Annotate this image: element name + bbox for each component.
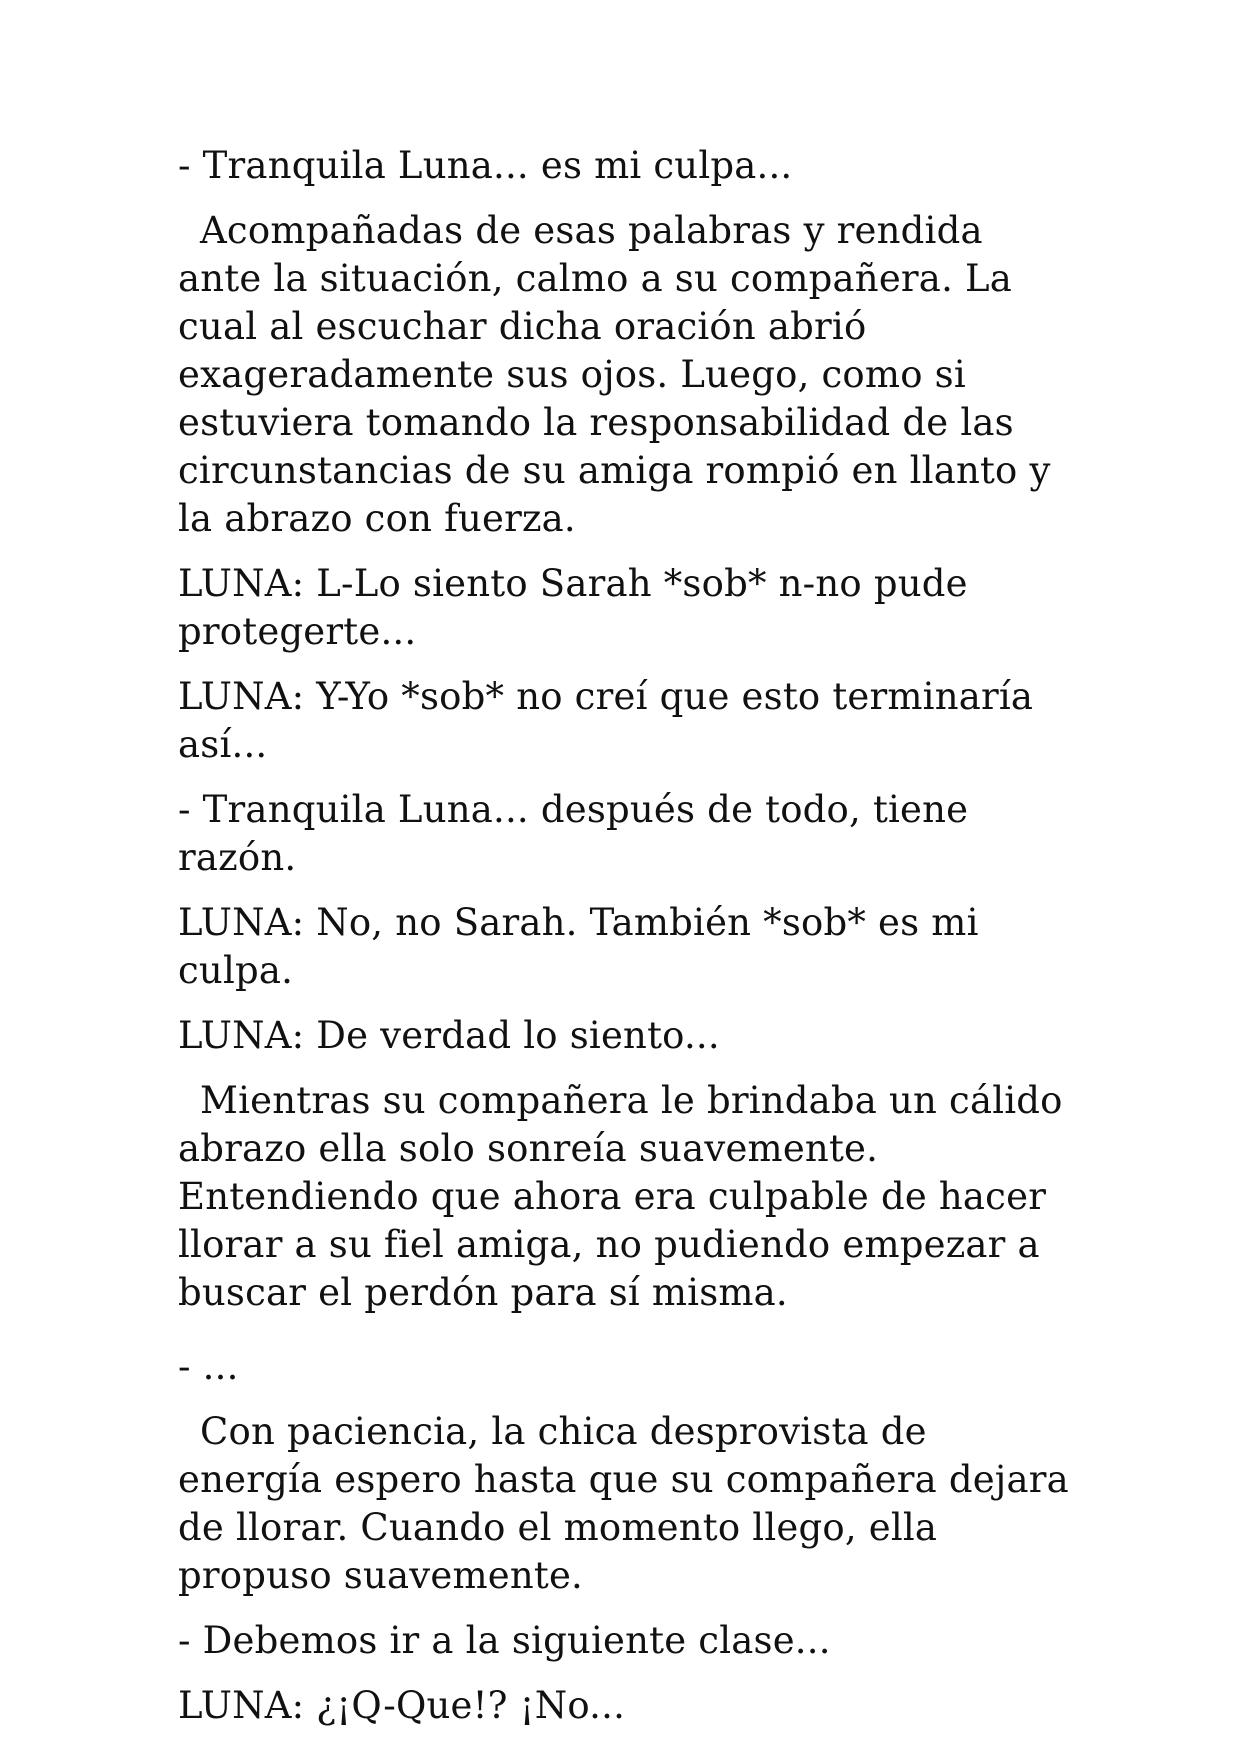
dialogue-line: LUNA: Y-Yo *sob* no creí que esto terminaría así... [178,675,1034,766]
narration-paragraph: Acompañadas de esas palabras y rendida ante la situación, calmo a su compañera. La cual al escuchar dicha oración abrió exageradamente sus ojos. Luego, como si estuviera tomando la responsabilidad de las circunstancias de su amiga rompió en llanto y la abrazo con fuerza. [178,209,1051,540]
dialogue-line: - Debemos ir a la siguiente clase... [178,1619,831,1662]
body-text [178,142,1078,1747]
narration-paragraph: Con paciencia, la chica desprovista de energía espero hasta que su compañera dejara de llorar. Cuando el momento llego, ella propuso suavemente. [178,1410,1069,1597]
dialogue-line: LUNA: No, no Sarah. También *sob* es mi culpa. [178,901,979,992]
dialogue-line: - Tranquila Luna... después de todo, tiene razón. [178,788,969,879]
dialogue-line: LUNA: ¿¡Q-Que!? ¡No... [178,1684,626,1727]
dialogue-line: LUNA: L-Lo siento Sarah *sob* n-no pude protegerte... [178,562,968,653]
narration-paragraph: Mientras su compañera le brindaba un cálido abrazo ella solo sonreía suavemente. Entendiendo que ahora era culpable de hacer llorar a su fiel amiga, no pudiendo empezar a buscar el perdón para sí misma. [178,1079,1063,1314]
dialogue-line: LUNA: De verdad lo siento... [178,1014,720,1057]
dialogue-line: - ... [178,1345,239,1388]
dialogue-line: - Tranquila Luna... es mi culpa... [178,144,793,187]
